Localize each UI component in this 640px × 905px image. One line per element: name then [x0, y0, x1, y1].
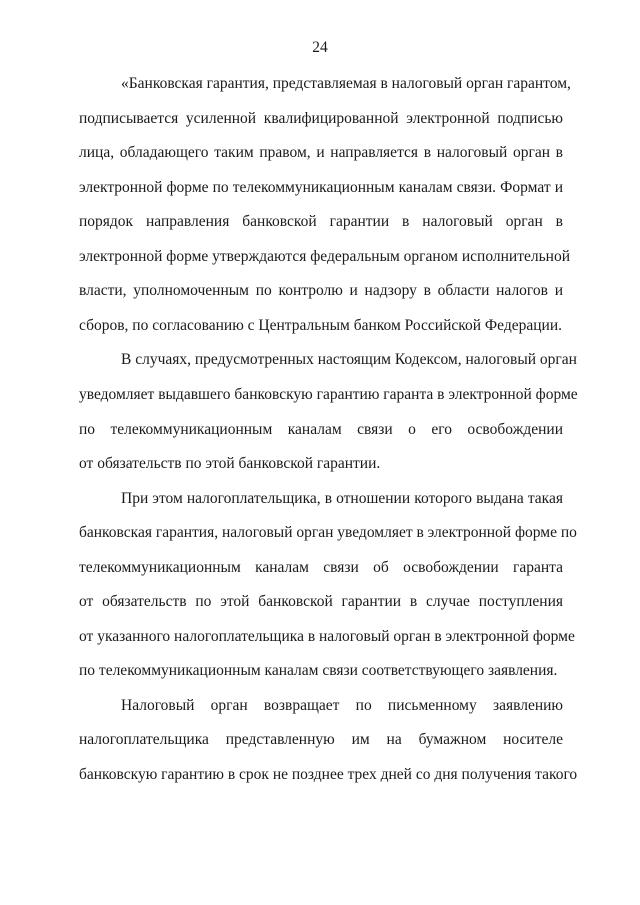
text-line: банковская гарантия, налоговый орган уведомляет в электронной форме по: [79, 524, 577, 542]
text-line: электронной форме утверждаются федеральным органом исполнительной: [79, 247, 570, 265]
text-line: В случаях, предусмотренных настоящим Кодексом, налоговый орган: [121, 351, 577, 369]
text-line: по телекоммуникационным каналам связи о его освобождении: [79, 420, 563, 438]
text-line: Налоговый орган возвращает по письменному заявлению: [121, 696, 563, 714]
text-line: уведомляет выдавшего банковскую гарантию гаранта в электронной форме: [79, 385, 578, 403]
text-line: телекоммуникационным каналам связи об освобождении гаранта: [79, 558, 563, 576]
text-line: сборов, по согласованию с Центральным банком Российской Федерации.: [79, 316, 563, 334]
text-line: от обязательств по этой банковской гарантии.: [79, 455, 381, 473]
text-line: электронной форме по телекоммуникационным каналам связи. Формат и: [79, 178, 563, 196]
text-line: от указанного налогоплательщика в налоговый орган в электронной форме: [79, 627, 575, 645]
text-line: При этом налогоплательщика, в отношении которого выдана такая: [121, 489, 563, 507]
text-line: «Банковская гарантия, представляемая в налоговый орган гарантом,: [121, 75, 571, 92]
text-line: банковскую гарантию в срок не позднее трех дней со дня получения такого: [79, 766, 578, 783]
text-line: налогоплательщика представленную им на бумажном носителе: [79, 731, 563, 749]
text-line: подписывается усиленной квалифицированной электронной подписью: [79, 109, 563, 127]
page-number: 24: [312, 39, 328, 56]
text-line: власти, уполномоченным по контролю и надзору в области налогов и: [79, 282, 563, 300]
text-line: от обязательств по этой банковской гарантии в случае поступления: [79, 593, 563, 611]
text-line: порядок направления банковской гарантии в налоговый орган в: [79, 213, 563, 231]
text-line: по телекоммуникационным каналам связи соответствующего заявления.: [79, 662, 558, 680]
text-line: лица, обладающего таким правом, и направляется в налоговый орган в: [79, 144, 563, 162]
